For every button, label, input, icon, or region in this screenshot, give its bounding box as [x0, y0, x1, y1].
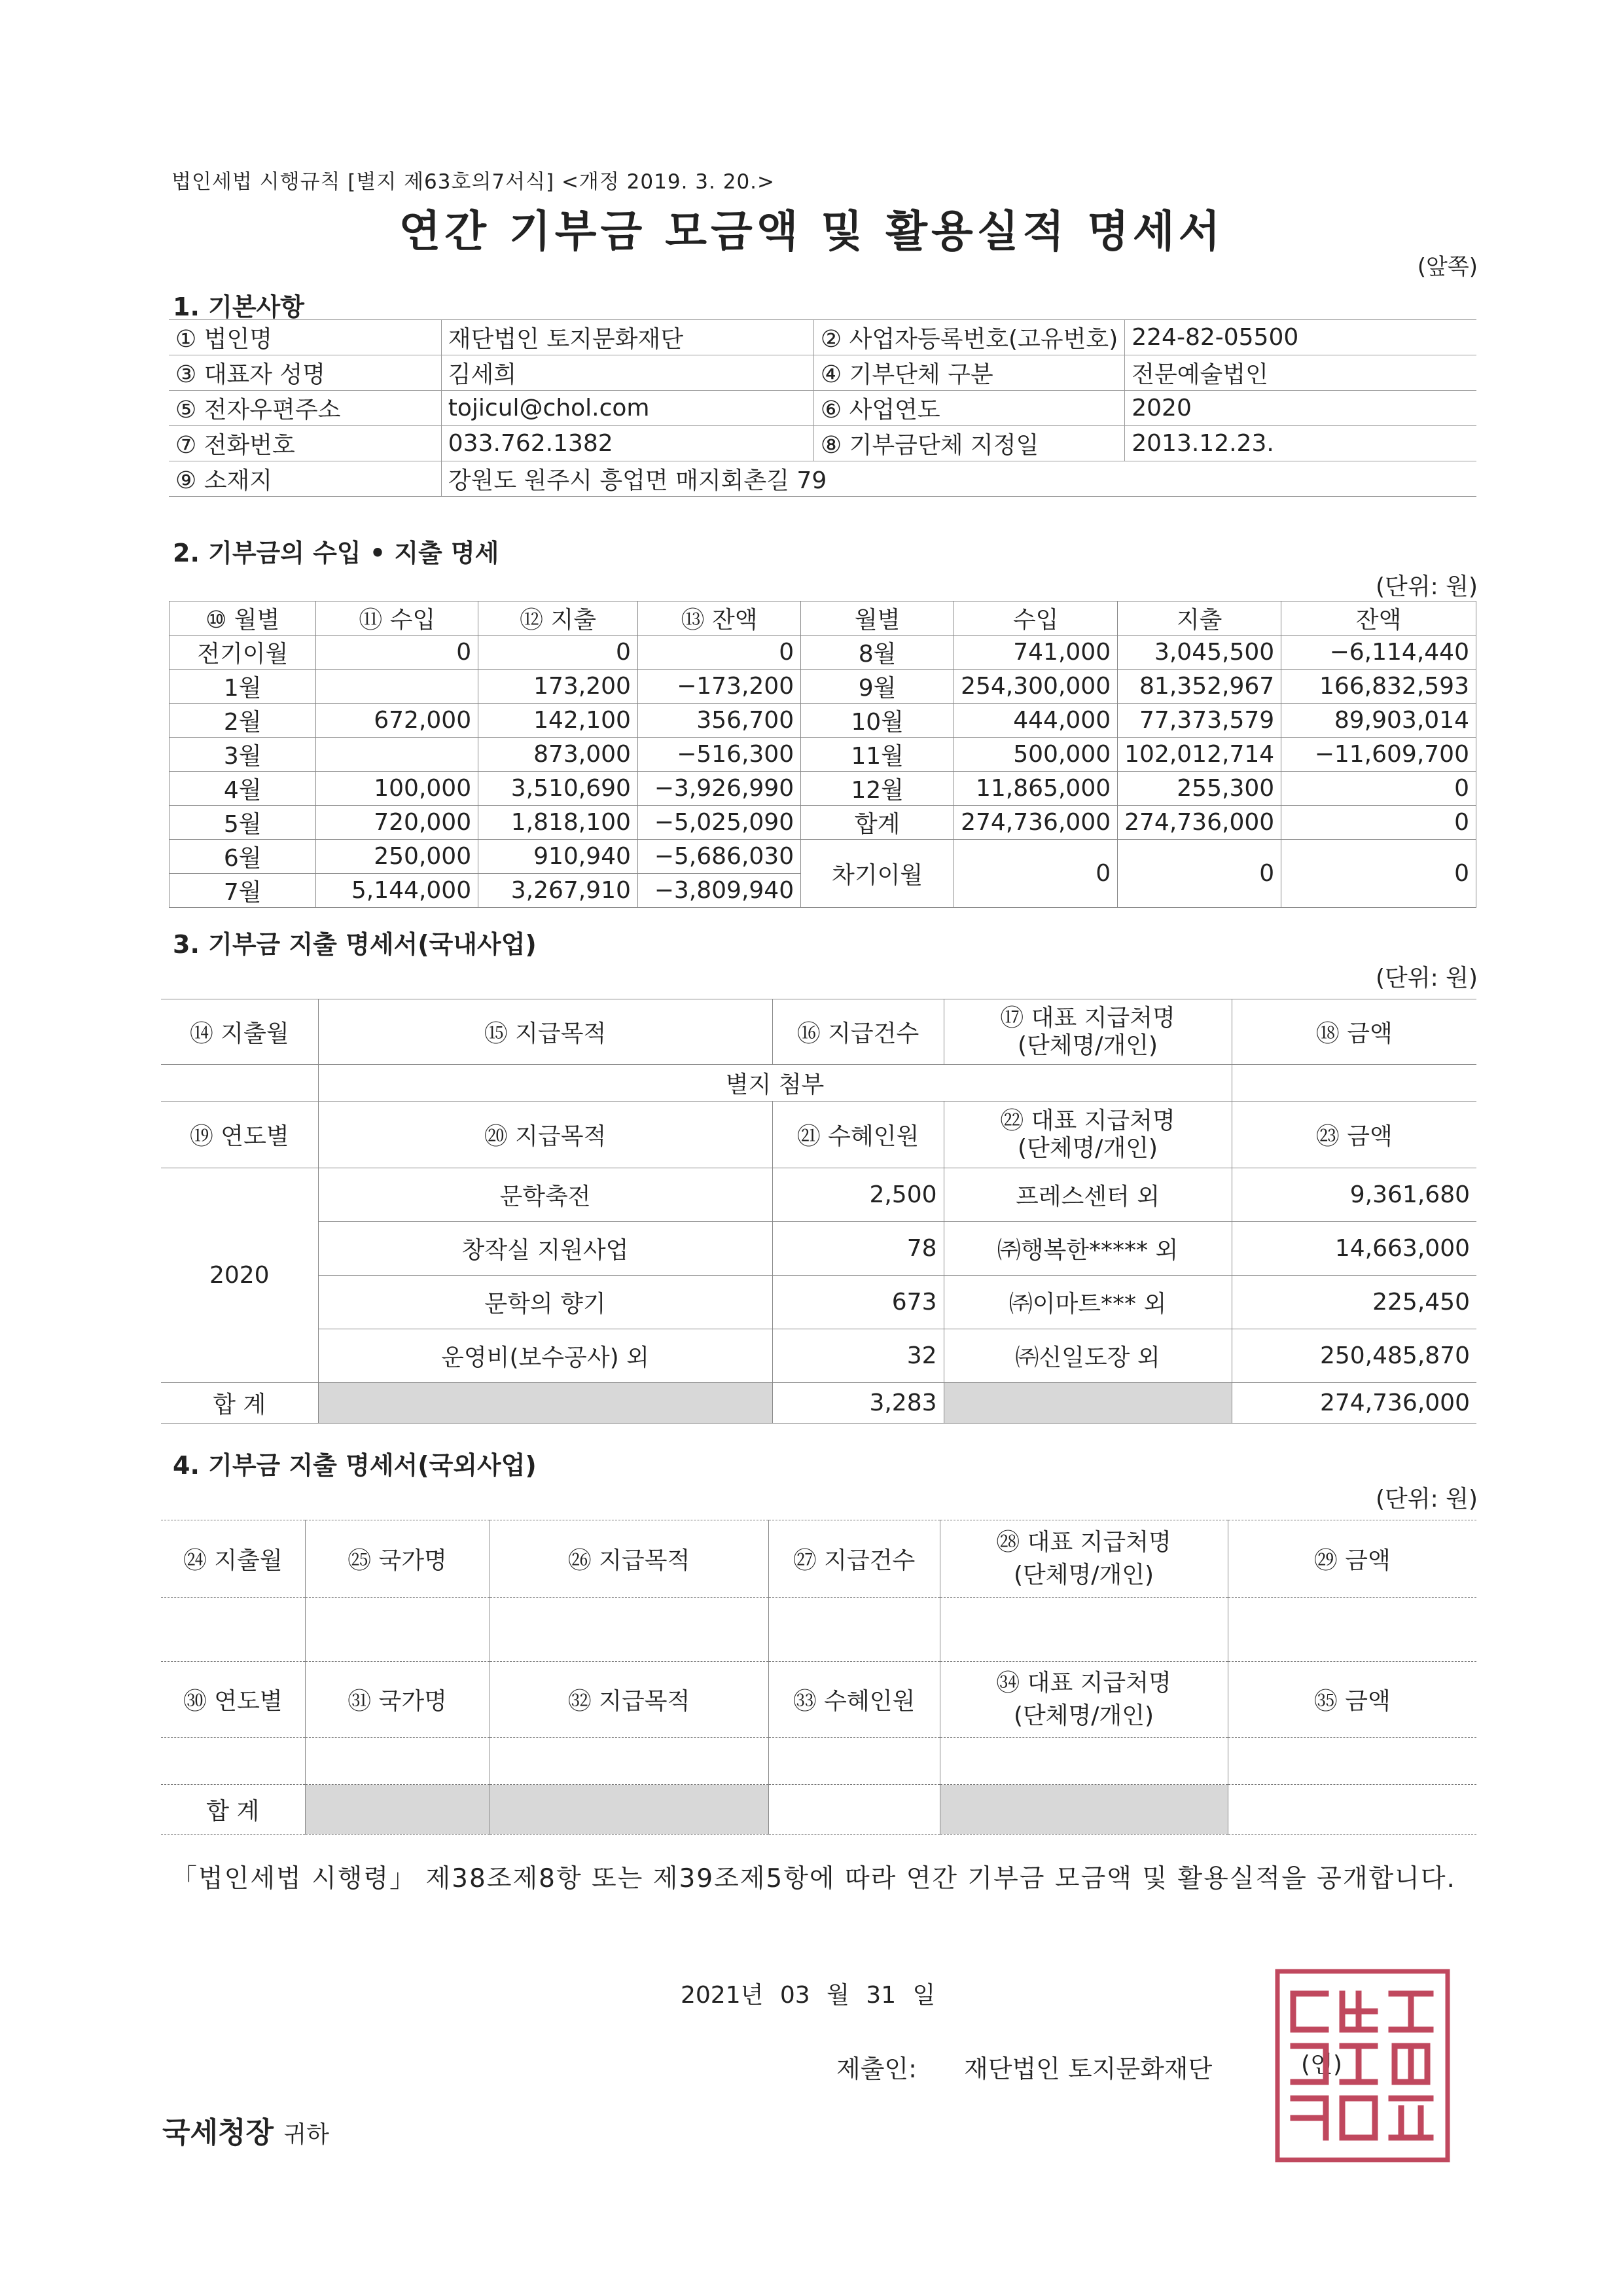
col-amount-2: ㉟ 금액 — [1228, 1662, 1476, 1738]
col-recipient-2 — [944, 1102, 1232, 1168]
income-cell: 720,000 — [316, 806, 478, 840]
empty-cell — [490, 1738, 768, 1785]
expense-cell: 3,510,690 — [478, 772, 638, 806]
carry-forward-income: 0 — [954, 840, 1118, 908]
income-cell: 250,000 — [316, 840, 478, 874]
shaded-cell — [305, 1785, 490, 1835]
total-amount: 274,736,000 — [1232, 1383, 1476, 1424]
label-designation-date: ⑧ 기부금단체 지정일 — [813, 426, 1124, 461]
label-representative: ③ 대표자 성명 — [169, 355, 441, 391]
income-unit: (단위: 원) — [1376, 573, 1478, 600]
recipient-line — [162, 2109, 329, 2151]
expense-cell: 255,300 — [1118, 772, 1281, 806]
empty-cell — [1228, 1738, 1476, 1785]
col-count: ⑯ 지급건수 — [772, 999, 944, 1065]
basic-row — [169, 355, 1476, 391]
income-cell: 100,000 — [316, 772, 478, 806]
month-cell: 6월 — [169, 840, 316, 874]
recipient-header-line2: (단체명/개인) — [1017, 1134, 1158, 1162]
expense-cell: 102,012,714 — [1118, 738, 1281, 772]
empty-cell — [490, 1598, 768, 1662]
purpose-cell: 문학축전 — [318, 1168, 772, 1222]
col-amount: ⑱ 금액 — [1232, 999, 1476, 1065]
income-cell: 500,000 — [954, 738, 1118, 772]
amount-cell: 9,361,680 — [1232, 1168, 1476, 1222]
income-header-row — [169, 601, 1476, 636]
col-expense-2: 지출 — [1118, 601, 1281, 636]
section-domestic-title: 3. 기부금 지출 명세서(국내사업) — [173, 930, 537, 959]
col-country: ㉕ 국가명 — [305, 1520, 490, 1598]
month-cell: 5월 — [169, 806, 316, 840]
label-phone: ⑦ 전화번호 — [169, 426, 441, 461]
beneficiaries-cell: 78 — [772, 1222, 944, 1276]
balance-cell: −5,025,090 — [637, 806, 800, 840]
recipient-name: 국세청장 — [162, 2116, 274, 2149]
foreign-table — [161, 1520, 1476, 1835]
income-cell: 0 — [316, 636, 478, 670]
beneficiaries-cell: 2,500 — [772, 1168, 944, 1222]
month-cell: 11월 — [801, 738, 954, 772]
label-business-number: ② 사업자등록번호(고유번호) — [813, 320, 1124, 355]
empty-cell — [768, 1785, 940, 1835]
table-row — [161, 1329, 1476, 1383]
table-row — [161, 1168, 1476, 1222]
table-row — [161, 1222, 1476, 1276]
label-location: ⑨ 소재지 — [169, 461, 441, 497]
domestic-header-row — [161, 999, 1476, 1065]
basic-info-table — [169, 319, 1476, 497]
col-year: ㉚ 연도별 — [161, 1662, 305, 1738]
col-month-2: 월별 — [801, 601, 954, 636]
recipient-cell: ㈜신일도장 외 — [944, 1329, 1232, 1383]
balance-cell: −11,609,700 — [1281, 738, 1476, 772]
foreign-header-row — [161, 1520, 1476, 1598]
recipient-header-line1: ㉞ 대표 지급처명 — [996, 1669, 1171, 1696]
total-label-cell: 합계 — [801, 806, 954, 840]
income-cell: 5,144,000 — [316, 874, 478, 908]
value-designation-date: 2013.12.23. — [1125, 426, 1476, 461]
value-location: 강원도 원주시 흥업면 매지회촌길 79 — [441, 461, 1476, 497]
recipient-header-line2: (단체명/개인) — [1013, 1702, 1154, 1729]
table-row — [169, 840, 1476, 874]
empty-cell — [940, 1598, 1228, 1662]
col-amount: ㉙ 금액 — [1228, 1520, 1476, 1598]
recipient-header-line2: (단체명/개인) — [1013, 1561, 1154, 1588]
section-foreign-title: 4. 기부금 지출 명세서(국외사업) — [173, 1451, 537, 1480]
seal-mark: (인) — [1301, 2051, 1342, 2078]
foreign-unit: (단위: 원) — [1376, 1486, 1478, 1513]
empty-cell — [1228, 1785, 1476, 1835]
col-recipient — [940, 1520, 1228, 1598]
col-beneficiaries: ㉝ 수혜인원 — [768, 1662, 940, 1738]
balance-cell: −516,300 — [637, 738, 800, 772]
table-row — [169, 670, 1476, 704]
basic-row — [169, 461, 1476, 497]
domestic-header-row-2 — [161, 1102, 1476, 1168]
month-cell: 4월 — [169, 772, 316, 806]
income-cell: 444,000 — [954, 704, 1118, 738]
value-phone: 033.762.1382 — [441, 426, 813, 461]
label-org-type: ④ 기부단체 구분 — [813, 355, 1124, 391]
col-income-2: 수입 — [954, 601, 1118, 636]
recipient-cell: ㈜이마트*** 외 — [944, 1276, 1232, 1329]
carry-forward-balance: 0 — [1281, 840, 1476, 908]
income-cell: 672,000 — [316, 704, 478, 738]
expense-cell: 1,818,100 — [478, 806, 638, 840]
attached-note: 별지 첨부 — [318, 1065, 1232, 1102]
balance-cell: 356,700 — [637, 704, 800, 738]
value-fiscal-year: 2020 — [1125, 391, 1476, 426]
col-expense: ⑫ 지출 — [478, 601, 638, 636]
empty-cell — [305, 1738, 490, 1785]
section-income-title: 2. 기부금의 수입 • 지출 명세 — [173, 539, 499, 567]
empty-cell — [1232, 1065, 1476, 1102]
value-corp-name: 재단법인 토지문화재단 — [441, 320, 813, 355]
purpose-cell: 문학의 향기 — [318, 1276, 772, 1329]
col-balance-2: 잔액 — [1281, 601, 1476, 636]
month-cell: 8월 — [801, 636, 954, 670]
balance-cell: −173,200 — [637, 670, 800, 704]
page-side-label: (앞쪽) — [1417, 254, 1478, 280]
seal-glyphs — [1293, 1994, 1431, 2138]
table-row — [169, 806, 1476, 840]
carry-forward-expense: 0 — [1118, 840, 1281, 908]
submitter-line — [836, 2049, 1251, 2085]
document-title: 연간 기부금 모금액 및 활용실적 명세서 — [399, 206, 1224, 257]
table-row — [169, 772, 1476, 806]
col-spend-month: ⑭ 지출월 — [161, 999, 318, 1065]
expense-cell: 81,352,967 — [1118, 670, 1281, 704]
foreign-total-row — [161, 1785, 1476, 1835]
empty-cell — [1228, 1598, 1476, 1662]
domestic-table — [161, 999, 1476, 1424]
recipient-header-line1: ⑰ 대표 지급처명 — [1000, 1004, 1175, 1031]
col-income: ⑪ 수입 — [316, 601, 478, 636]
table-row — [169, 738, 1476, 772]
domestic-total-row — [161, 1383, 1476, 1424]
beneficiaries-cell: 32 — [772, 1329, 944, 1383]
submitter-name: 재단법인 토지문화재단 — [964, 2054, 1213, 2083]
col-purpose: ㉖ 지급목적 — [490, 1520, 768, 1598]
empty-cell — [768, 1598, 940, 1662]
balance-cell: 89,903,014 — [1281, 704, 1476, 738]
empty-cell — [161, 1598, 305, 1662]
balance-cell: 166,832,593 — [1281, 670, 1476, 704]
foreign-empty-row — [161, 1598, 1476, 1662]
total-beneficiaries: 3,283 — [772, 1383, 944, 1424]
expense-cell: 3,267,910 — [478, 874, 638, 908]
month-cell: 전기이월 — [169, 636, 316, 670]
expense-cell: 77,373,579 — [1118, 704, 1281, 738]
basic-row — [169, 320, 1476, 355]
section-basic-title: 1. 기본사항 — [173, 293, 304, 321]
income-cell — [316, 738, 478, 772]
col-balance: ⑬ 잔액 — [637, 601, 800, 636]
balance-cell: −5,686,030 — [637, 840, 800, 874]
amount-cell: 225,450 — [1232, 1276, 1476, 1329]
income-cell: 254,300,000 — [954, 670, 1118, 704]
income-expense-table — [169, 601, 1476, 908]
basic-row — [169, 426, 1476, 461]
total-label: 합 계 — [161, 1383, 318, 1424]
expense-cell: 173,200 — [478, 670, 638, 704]
month-cell: 1월 — [169, 670, 316, 704]
month-cell: 10월 — [801, 704, 954, 738]
expense-cell: 3,045,500 — [1118, 636, 1281, 670]
recipient-cell: ㈜행복한***** 외 — [944, 1222, 1232, 1276]
col-beneficiaries: ㉑ 수혜인원 — [772, 1102, 944, 1168]
balance-cell: −6,114,440 — [1281, 636, 1476, 670]
col-purpose-2: ⑳ 지급목적 — [318, 1102, 772, 1168]
col-recipient — [944, 999, 1232, 1065]
year-cell: 2020 — [161, 1168, 318, 1383]
col-purpose-2: ㉜ 지급목적 — [490, 1662, 768, 1738]
shaded-cell — [318, 1383, 772, 1424]
col-count: ㉗ 지급건수 — [768, 1520, 940, 1598]
foreign-header-row-2 — [161, 1662, 1476, 1738]
value-email: tojicul@chol.com — [441, 391, 813, 426]
domestic-unit: (단위: 원) — [1376, 965, 1478, 992]
value-org-type: 전문예술법인 — [1125, 355, 1476, 391]
amount-cell: 14,663,000 — [1232, 1222, 1476, 1276]
month-cell: 7월 — [169, 874, 316, 908]
recipient-header-line1: ㉘ 대표 지급처명 — [996, 1528, 1171, 1556]
month-cell: 2월 — [169, 704, 316, 738]
col-purpose: ⑮ 지급목적 — [318, 999, 772, 1065]
table-row — [161, 1276, 1476, 1329]
empty-cell — [940, 1738, 1228, 1785]
recipient-suffix: 귀하 — [283, 2121, 329, 2148]
official-seal-stamp — [1274, 1967, 1452, 2164]
amount-cell: 250,485,870 — [1232, 1329, 1476, 1383]
empty-cell — [161, 1738, 305, 1785]
empty-cell — [305, 1598, 490, 1662]
expense-cell: 0 — [478, 636, 638, 670]
total-income-cell: 274,736,000 — [954, 806, 1118, 840]
purpose-cell: 창작실 지원사업 — [318, 1222, 772, 1276]
total-expense-cell: 274,736,000 — [1118, 806, 1281, 840]
empty-cell — [768, 1738, 940, 1785]
purpose-cell: 운영비(보수공사) 외 — [318, 1329, 772, 1383]
beneficiaries-cell: 673 — [772, 1276, 944, 1329]
table-row — [169, 704, 1476, 738]
value-representative: 김세희 — [441, 355, 813, 391]
empty-cell — [161, 1065, 318, 1102]
carry-forward-label: 차기이월 — [801, 840, 954, 908]
expense-cell: 142,100 — [478, 704, 638, 738]
label-email: ⑤ 전자우편주소 — [169, 391, 441, 426]
total-balance-cell: 0 — [1281, 806, 1476, 840]
col-country-2: ㉛ 국가명 — [305, 1662, 490, 1738]
recipient-header-line2: (단체명/개인) — [1017, 1031, 1158, 1059]
expense-cell: 873,000 — [478, 738, 638, 772]
submitter-label: 제출인: — [836, 2054, 917, 2083]
shaded-cell — [490, 1785, 768, 1835]
disclosure-statement: 「법인세법 시행령」 제38조제8항 또는 제39조제5항에 따라 연간 기부금 모금액 및 활용실적을 공개합니다. — [171, 1864, 1456, 1893]
balance-cell: 0 — [637, 636, 800, 670]
income-cell — [316, 670, 478, 704]
col-year: ⑲ 연도별 — [161, 1102, 318, 1168]
col-recipient-2 — [940, 1662, 1228, 1738]
expense-cell: 910,940 — [478, 840, 638, 874]
recipient-header-line1: ㉒ 대표 지급처명 — [1000, 1107, 1175, 1134]
balance-cell: −3,926,990 — [637, 772, 800, 806]
foreign-empty-row — [161, 1738, 1476, 1785]
submission-date: 2021년 03 월 31 일 — [681, 1982, 936, 2009]
table-row — [169, 636, 1476, 670]
balance-cell: 0 — [1281, 772, 1476, 806]
value-business-number: 224-82-05500 — [1125, 320, 1476, 355]
col-amount-2: ㉓ 금액 — [1232, 1102, 1476, 1168]
col-spend-month: ㉔ 지출월 — [161, 1520, 305, 1598]
label-fiscal-year: ⑥ 사업연도 — [813, 391, 1124, 426]
income-cell: 741,000 — [954, 636, 1118, 670]
recipient-cell: 프레스센터 외 — [944, 1168, 1232, 1222]
month-cell: 3월 — [169, 738, 316, 772]
month-cell: 9월 — [801, 670, 954, 704]
balance-cell: −3,809,940 — [637, 874, 800, 908]
income-cell: 11,865,000 — [954, 772, 1118, 806]
total-label: 합 계 — [161, 1785, 305, 1835]
col-month: ⑩ 월별 — [169, 601, 316, 636]
domestic-attached-row — [161, 1065, 1476, 1102]
shaded-cell — [944, 1383, 1232, 1424]
month-cell: 12월 — [801, 772, 954, 806]
basic-row — [169, 391, 1476, 426]
label-corp-name: ① 법인명 — [169, 320, 441, 355]
law-reference: 법인세법 시행규칙 [별지 제63호의7서식] <개정 2019. 3. 20.> — [171, 170, 775, 194]
shaded-cell — [940, 1785, 1228, 1835]
